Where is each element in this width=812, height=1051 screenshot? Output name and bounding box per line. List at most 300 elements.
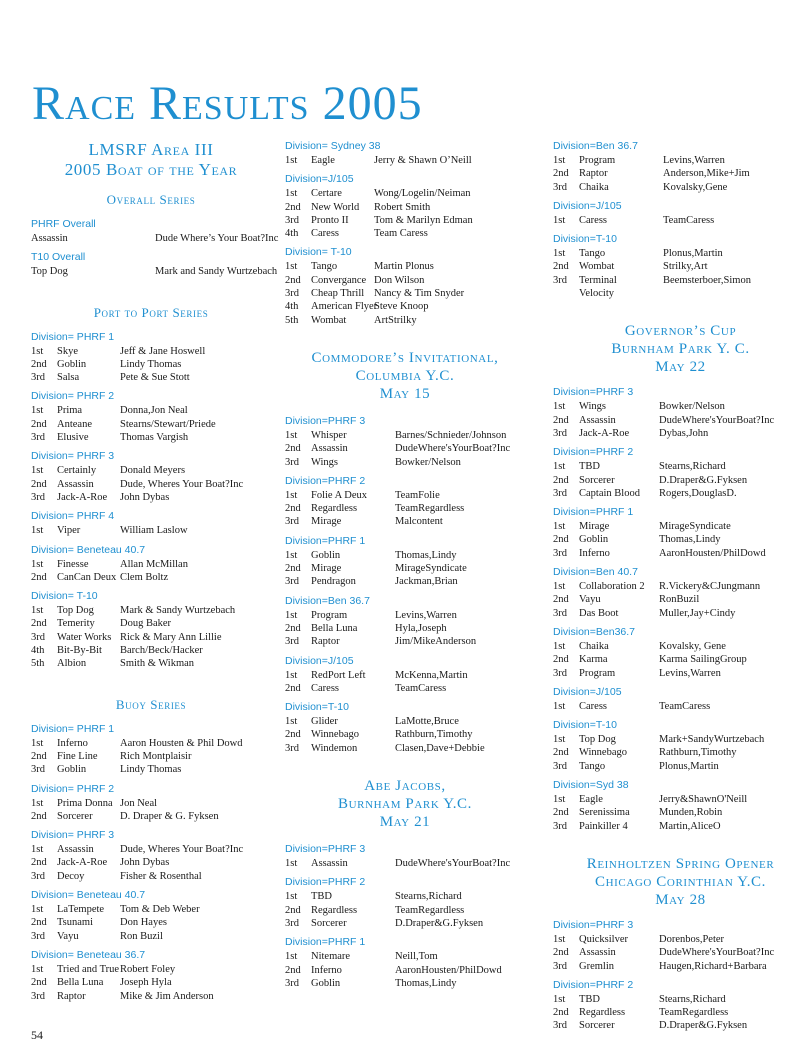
reinholtzen-title-2: Chicago Corinthian Y.C. bbox=[594, 873, 767, 890]
boat-name: Chaika bbox=[579, 640, 609, 652]
boat-name: Tango bbox=[579, 248, 606, 260]
division-label: Division= PHRF 2 bbox=[31, 782, 115, 795]
result-row bbox=[31, 524, 271, 537]
place: 1st bbox=[31, 963, 44, 975]
division-label: Division=Ben 36.7 bbox=[553, 140, 638, 152]
place: 1st bbox=[553, 993, 566, 1005]
place: 3rd bbox=[553, 960, 567, 972]
skipper-crew: Levins,Warren bbox=[659, 667, 721, 679]
boat-name: Tsunami bbox=[57, 917, 94, 929]
result-row bbox=[285, 904, 525, 917]
place: 3rd bbox=[553, 427, 567, 439]
boat-name: Assassin bbox=[311, 858, 348, 870]
skipper-crew: John Dybas bbox=[120, 857, 170, 869]
skipper-crew: Doug Baker bbox=[120, 618, 172, 630]
place: 2nd bbox=[31, 358, 47, 370]
boat-name: Inferno bbox=[311, 964, 342, 976]
division-label: Division= Beneteau 40.7 bbox=[31, 889, 146, 902]
place: 2nd bbox=[31, 571, 47, 583]
buoy-series-title: Buoy Series bbox=[115, 696, 187, 712]
place: 1st bbox=[553, 933, 566, 945]
division-label: Division=PHRF 3 bbox=[553, 918, 634, 931]
place: 2nd bbox=[31, 618, 47, 630]
place: 2nd bbox=[285, 443, 301, 455]
place bbox=[553, 287, 579, 300]
skipper-crew: ArtStrilky bbox=[374, 314, 417, 326]
place: 2nd bbox=[553, 654, 569, 666]
skipper-crew: Strilky,Art bbox=[663, 261, 708, 273]
place: 1st bbox=[31, 797, 44, 809]
abe-title-2: Burnham Park Y.C. bbox=[337, 796, 472, 813]
skipper-crew: Lindy Thomas bbox=[120, 764, 182, 776]
result-row bbox=[31, 464, 271, 477]
result-row bbox=[285, 562, 525, 575]
boat-name: Eagle bbox=[311, 155, 335, 166]
boty-heading-1: LMSRF Area III bbox=[88, 140, 214, 159]
skipper-crew: Robert Foley bbox=[120, 963, 176, 975]
boat-name: Certainly bbox=[57, 465, 97, 477]
boat-name: RedPort Left bbox=[311, 669, 366, 681]
boat-name: Goblin bbox=[579, 534, 609, 546]
skipper-crew: TeamCaress bbox=[663, 214, 715, 226]
col2-top-results bbox=[285, 140, 525, 327]
result-row bbox=[285, 260, 525, 273]
place: 1st bbox=[285, 891, 298, 903]
skipper-crew: Fisher & Rosenthal bbox=[120, 870, 202, 882]
boat-name: Das Boot bbox=[579, 607, 619, 619]
place: 2nd bbox=[31, 418, 47, 430]
skipper-crew: Mark+SandyWurtzebach bbox=[659, 734, 765, 746]
result-row bbox=[553, 933, 808, 946]
skipper-crew: Thomas,Lindy bbox=[395, 977, 457, 989]
place: 2nd bbox=[553, 168, 569, 180]
skipper-crew: Thomas,Lindy bbox=[659, 534, 721, 546]
division-label: Division= Beneteau 36.7 bbox=[31, 948, 146, 961]
division-label: Division=J/105 bbox=[285, 654, 354, 667]
result-row bbox=[285, 635, 525, 648]
boat-name: Tango bbox=[579, 760, 606, 772]
division-label: Division=PHRF 2 bbox=[553, 446, 634, 459]
result-row bbox=[31, 558, 271, 571]
place: 1st bbox=[31, 844, 44, 856]
result-row bbox=[285, 214, 525, 227]
boat-name: Sorcerer bbox=[579, 1020, 615, 1032]
boat-name: Water Works bbox=[57, 631, 112, 643]
commodore-title-1: Commodore’s Invitational, bbox=[311, 349, 499, 366]
skipper-crew: AaronHousten/PhilDowd bbox=[395, 964, 502, 976]
boat-name: Tango bbox=[311, 261, 338, 273]
result-row bbox=[285, 742, 525, 755]
result-row bbox=[31, 232, 279, 245]
boat-name: Whisper bbox=[311, 429, 347, 441]
result-row bbox=[31, 750, 271, 763]
place: 2nd bbox=[285, 682, 301, 694]
result-row bbox=[285, 227, 525, 240]
skipper-crew: John Dybas bbox=[120, 491, 170, 503]
place: 1st bbox=[31, 737, 44, 749]
col3-top-results bbox=[553, 140, 808, 300]
place: 1st bbox=[553, 461, 566, 473]
result-row bbox=[553, 760, 808, 773]
skipper-crew: Karma SailingGroup bbox=[659, 654, 747, 666]
result-row bbox=[31, 265, 278, 278]
result-row bbox=[285, 187, 525, 200]
skipper-crew: Martin Plonus bbox=[374, 261, 434, 273]
boat-name: Elusive bbox=[57, 432, 89, 444]
skipper-crew: Barch/Beck/Hacker bbox=[120, 645, 203, 657]
division-label: Division= PHRF 2 bbox=[31, 390, 115, 403]
boat-name: TBD bbox=[311, 891, 332, 903]
boat-name: Goblin bbox=[57, 764, 87, 776]
place: 1st bbox=[285, 951, 298, 963]
skipper-crew: D.Draper&G.Fyksen bbox=[659, 474, 748, 486]
result-row bbox=[553, 547, 808, 560]
result-row bbox=[31, 478, 271, 491]
result-row bbox=[31, 903, 271, 916]
division-label: Division=PHRF 2 bbox=[285, 474, 366, 487]
result-row bbox=[285, 682, 525, 695]
skipper-crew: Mark & Sandy Wurtzebach bbox=[120, 605, 236, 617]
place: 3rd bbox=[553, 760, 567, 772]
place: 2nd bbox=[31, 750, 47, 762]
division-label: Division=J/105 bbox=[553, 199, 622, 212]
skipper-crew bbox=[663, 287, 808, 300]
result-row bbox=[553, 247, 808, 260]
skipper-crew: TeamFolie bbox=[395, 489, 440, 501]
skipper-crew: Allan McMillan bbox=[120, 558, 188, 570]
result-row bbox=[553, 487, 808, 500]
boat-name: Prima Donna bbox=[57, 797, 113, 809]
place: 1st bbox=[553, 700, 566, 712]
skipper-crew: Kovalsky,Gene bbox=[663, 181, 728, 193]
boat-name: Pronto II bbox=[311, 214, 349, 226]
division-label: Division=PHRF 1 bbox=[285, 534, 366, 547]
result-row bbox=[553, 700, 808, 713]
skipper-crew: Rich Montplaisir bbox=[120, 750, 192, 762]
skipper-crew: Rathburn,Timothy bbox=[659, 747, 737, 759]
page-number: 54 bbox=[31, 1028, 43, 1042]
result-row bbox=[31, 404, 271, 417]
skipper-crew: Munden,Robin bbox=[659, 807, 723, 819]
boat-name: LaTempete bbox=[57, 904, 105, 916]
boat-name: Vayu bbox=[579, 594, 601, 606]
division-label: Division= Beneteau 40.7 bbox=[31, 543, 146, 556]
skipper-crew: Dybas,John bbox=[659, 427, 709, 439]
place: 3rd bbox=[553, 181, 567, 193]
result-row bbox=[285, 429, 525, 442]
abe-results bbox=[285, 843, 525, 990]
commodore-title-2: Columbia Y.C. bbox=[355, 367, 455, 384]
port-to-port-series-title: Port to Port Series bbox=[93, 304, 209, 320]
skipper-crew: Rick & Mary Ann Lillie bbox=[120, 631, 222, 643]
boat-name: Program bbox=[311, 609, 348, 621]
place: 1st bbox=[553, 401, 566, 413]
skipper-crew: LaMotte,Bruce bbox=[395, 716, 459, 728]
skipper-crew: Pete & Sue Stott bbox=[120, 372, 190, 384]
place: 2nd bbox=[553, 474, 569, 486]
skipper-crew: Aaron Housten & Phil Dowd bbox=[120, 737, 243, 749]
place: 1st bbox=[553, 521, 566, 533]
skipper-crew: Jon Neal bbox=[120, 797, 158, 809]
result-row bbox=[553, 260, 808, 273]
result-row bbox=[31, 358, 271, 371]
division-label: Division= PHRF 3 bbox=[31, 829, 115, 842]
skipper-crew: Plonus,Martin bbox=[663, 248, 723, 260]
boat-name: Serenissima bbox=[579, 807, 630, 819]
result-row bbox=[285, 715, 525, 728]
boat-name: Convergance bbox=[311, 274, 367, 286]
skipper-crew: Tom & Marilyn Edman bbox=[374, 214, 473, 226]
skipper-crew: Wong/Logelin/Neiman bbox=[374, 188, 471, 200]
place: 1st bbox=[285, 429, 298, 441]
column-3 bbox=[553, 140, 808, 1033]
skipper-crew: RonBuzil bbox=[659, 594, 700, 606]
place: 1st bbox=[553, 794, 566, 806]
boat-name: Caress bbox=[311, 228, 339, 240]
boat-name: Cheap Thrill bbox=[311, 288, 365, 300]
boat-name: Windemon bbox=[311, 742, 358, 754]
boat-name: Sorcerer bbox=[579, 474, 615, 486]
place: 3rd bbox=[31, 432, 45, 444]
boat-name: Sorcerer bbox=[311, 917, 347, 929]
result-row bbox=[31, 870, 271, 883]
place: 2nd bbox=[553, 747, 569, 759]
skipper-crew: Donna,Jon Neal bbox=[120, 405, 188, 417]
place: 3rd bbox=[31, 631, 45, 643]
place: 2nd bbox=[553, 807, 569, 819]
result-row bbox=[31, 843, 271, 856]
result-row bbox=[31, 345, 271, 358]
boat-name: Bella Luna bbox=[311, 622, 358, 634]
boat-name: Anteane bbox=[57, 418, 92, 430]
place: 3rd bbox=[285, 636, 299, 648]
place: 2nd bbox=[285, 964, 301, 976]
skipper-crew: Thomas,Lindy bbox=[395, 549, 457, 561]
skipper-crew: Stearns,Richard bbox=[659, 993, 726, 1005]
boat-name: Assassin bbox=[579, 414, 616, 426]
skipper-crew: D.Draper&G.Fyksen bbox=[395, 917, 484, 929]
result-row bbox=[285, 314, 525, 327]
result-row bbox=[553, 167, 808, 180]
result-row bbox=[553, 181, 808, 194]
result-row bbox=[553, 214, 808, 227]
skipper-crew: Malcontent bbox=[395, 516, 443, 528]
result-row bbox=[31, 797, 271, 810]
skipper-crew: Joseph Hyla bbox=[120, 977, 172, 989]
boat-name: Karma bbox=[579, 654, 608, 666]
place: 4th bbox=[285, 301, 299, 313]
result-row bbox=[31, 657, 271, 670]
boat-name: Top Dog bbox=[579, 734, 616, 746]
skipper-crew: Stearns/Stewart/Priede bbox=[120, 418, 216, 430]
result-row bbox=[285, 442, 525, 455]
skipper-crew: William Laslow bbox=[120, 525, 188, 537]
boat-name: Bit-By-Bit bbox=[57, 645, 102, 657]
skipper-crew: Steve Knoop bbox=[374, 301, 429, 313]
governor-title-1: Governor’s Cup bbox=[624, 323, 737, 340]
result-row bbox=[553, 640, 808, 653]
result-row bbox=[285, 515, 525, 528]
boat-name: Certare bbox=[311, 188, 342, 200]
boat-name: Painkiller 4 bbox=[579, 820, 628, 832]
boat-name: Jack-A-Roe bbox=[57, 857, 108, 869]
skipper-crew: D. Draper & G. Fyksen bbox=[120, 810, 219, 822]
skipper-crew: Dude, Wheres Your Boat?Inc bbox=[120, 478, 244, 490]
result-row bbox=[31, 644, 271, 657]
division-label: Division=Syd 38 bbox=[553, 779, 629, 792]
place: 3rd bbox=[553, 820, 567, 832]
result-row bbox=[31, 930, 271, 943]
reinholtzen-results bbox=[553, 919, 808, 1033]
place: 3rd bbox=[285, 516, 299, 528]
skipper-crew: Rogers,DouglasD. bbox=[659, 487, 737, 499]
boat-name: Top Dog bbox=[57, 605, 94, 617]
division-label: Division=Ben36.7 bbox=[553, 625, 636, 638]
result-row bbox=[285, 622, 525, 635]
result-row bbox=[31, 976, 271, 989]
skipper-crew: D.Draper&G.Fyksen bbox=[659, 1020, 748, 1032]
boat-name: Gremlin bbox=[579, 960, 614, 972]
skipper-crew: TeamCaress bbox=[395, 682, 447, 694]
place: 2nd bbox=[285, 563, 301, 575]
column-2 bbox=[285, 140, 525, 990]
skipper-crew: Mark and Sandy Wurtzebach bbox=[155, 266, 278, 278]
result-row bbox=[31, 990, 271, 1003]
skipper-crew: Jackman,Brian bbox=[395, 576, 458, 588]
boat-name: Vayu bbox=[57, 930, 79, 942]
result-row bbox=[553, 580, 808, 593]
result-row bbox=[31, 963, 271, 976]
skipper-crew: Muller,Jay+Cindy bbox=[659, 607, 736, 619]
boat-name: Viper bbox=[57, 525, 81, 537]
skipper-crew: Lindy Thomas bbox=[120, 358, 182, 370]
skipper-crew: Clasen,Dave+Debbie bbox=[395, 742, 485, 754]
place: 2nd bbox=[553, 261, 569, 273]
skipper-crew: Tom & Deb Weber bbox=[120, 904, 200, 916]
place: 3rd bbox=[31, 372, 45, 384]
reinholtzen-title-3: May 28 bbox=[655, 891, 706, 908]
result-row bbox=[31, 856, 271, 869]
skipper-crew: Clem Boltz bbox=[120, 571, 169, 583]
boat-name: Raptor bbox=[57, 990, 86, 1002]
result-row bbox=[285, 502, 525, 515]
skipper-crew: TeamRegardless bbox=[395, 503, 465, 515]
boat-name: Program bbox=[579, 155, 616, 166]
result-row bbox=[31, 916, 271, 929]
division-label: Division=Ben 40.7 bbox=[553, 566, 638, 579]
place: 1st bbox=[31, 345, 44, 357]
boat-name: Goblin bbox=[311, 977, 341, 989]
result-row bbox=[285, 917, 525, 930]
boat-name: Mirage bbox=[579, 521, 610, 533]
boat-name: Bella Luna bbox=[57, 977, 104, 989]
place: 3rd bbox=[285, 214, 299, 226]
column-1 bbox=[31, 140, 279, 1003]
result-row bbox=[285, 300, 525, 313]
boat-name: Regardless bbox=[311, 503, 358, 515]
result-row bbox=[285, 669, 525, 682]
boat-name: Assassin bbox=[579, 947, 616, 959]
place: 1st bbox=[31, 904, 44, 916]
place: 3rd bbox=[553, 667, 567, 679]
place: 1st bbox=[285, 549, 298, 561]
result-row bbox=[553, 533, 808, 546]
result-row bbox=[31, 604, 271, 617]
skipper-crew: Jerry & Shawn O’Neill bbox=[374, 155, 472, 166]
governor-results bbox=[553, 386, 808, 833]
port-to-port-results bbox=[31, 331, 271, 671]
result-row bbox=[285, 154, 525, 167]
result-row bbox=[553, 653, 808, 666]
boat-name: Raptor bbox=[311, 636, 340, 648]
abe-title-3: May 21 bbox=[379, 814, 431, 831]
boat-name: Program bbox=[579, 667, 616, 679]
boat-name: Chaika bbox=[579, 181, 609, 193]
result-row bbox=[553, 1019, 808, 1032]
skipper-crew: Anderson,Mike+Jim bbox=[663, 168, 750, 180]
result-row bbox=[31, 371, 271, 384]
boat-name: Terminal bbox=[579, 274, 617, 286]
boat-name: Sorcerer bbox=[57, 810, 93, 822]
boat-name: Nitemare bbox=[311, 951, 351, 963]
boat-name: Assassin bbox=[311, 443, 348, 455]
result-row bbox=[553, 607, 808, 620]
skipper-crew: Bowker/Nelson bbox=[659, 401, 725, 413]
skipper-crew: DudeWhere'sYourBoat?Inc bbox=[395, 443, 511, 455]
result-row bbox=[553, 960, 808, 973]
skipper-crew: Plonus,Martin bbox=[659, 760, 719, 772]
place: 1st bbox=[285, 858, 298, 870]
buoy-series-results bbox=[31, 723, 271, 1003]
result-row bbox=[553, 946, 808, 959]
skipper-crew: Team Caress bbox=[374, 228, 428, 240]
boat-name: Temerity bbox=[57, 618, 95, 630]
place: 1st bbox=[31, 405, 44, 417]
place: 1st bbox=[31, 465, 44, 477]
place: 1st bbox=[553, 581, 566, 593]
division-label: Division=J/105 bbox=[285, 173, 354, 186]
place: 1st bbox=[285, 669, 298, 681]
skipper-crew: Jim/MikeAnderson bbox=[395, 636, 477, 648]
division-label: Division= T-10 bbox=[31, 590, 98, 603]
division-label: Division= PHRF 4 bbox=[31, 510, 115, 523]
boat-name: Regardless bbox=[311, 904, 358, 916]
place: 1st bbox=[553, 248, 566, 260]
result-row bbox=[285, 456, 525, 469]
boat-name: Mirage bbox=[311, 563, 342, 575]
result-row bbox=[553, 460, 808, 473]
boat-name: TBD bbox=[579, 993, 600, 1005]
boat-name: Goblin bbox=[311, 549, 341, 561]
skipper-crew: Dude Where’s Your Boat?Inc bbox=[155, 233, 279, 244]
place: 2nd bbox=[31, 478, 47, 490]
boat-name: Tried and True bbox=[57, 963, 120, 975]
skipper-crew: MirageSyndicate bbox=[395, 563, 467, 575]
place: 1st bbox=[285, 716, 298, 728]
skipper-crew: Dorenbos,Peter bbox=[659, 933, 725, 945]
result-row bbox=[31, 431, 271, 444]
boty-heading-2: 2005 Boat of the Year bbox=[64, 160, 238, 179]
skipper-crew: McKenna,Martin bbox=[395, 669, 468, 681]
result-row bbox=[553, 820, 808, 833]
skipper-crew: Dude, Wheres Your Boat?Inc bbox=[120, 844, 244, 856]
division-label: Division=J/105 bbox=[553, 685, 622, 698]
result-row bbox=[31, 571, 271, 584]
skipper-crew: Jeff & Jane Hoswell bbox=[120, 345, 206, 357]
skipper-crew: Jerry&ShawnO'Neill bbox=[659, 794, 748, 806]
place: 2nd bbox=[553, 534, 569, 546]
boat-name: Pendragon bbox=[311, 576, 356, 588]
